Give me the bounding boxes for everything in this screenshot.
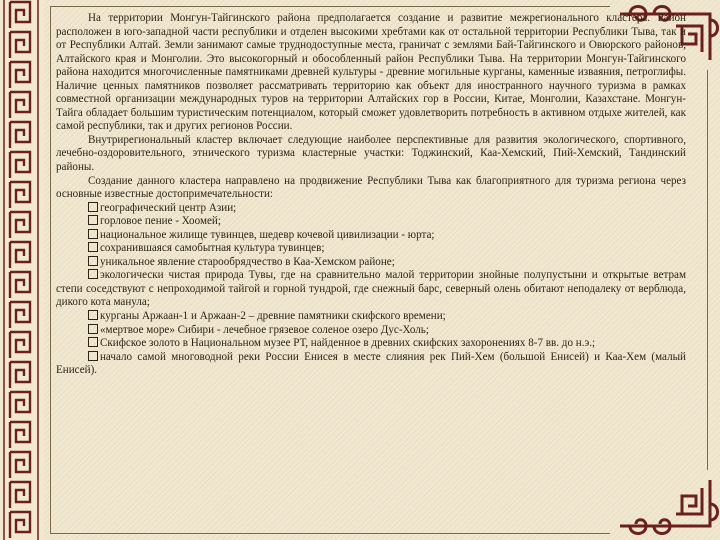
square-bullet-icon: [88, 351, 98, 361]
frame-line-top: [50, 6, 610, 7]
list-item: сохранившаяся самобытная культура тувинцев;: [56, 242, 686, 256]
square-bullet-icon: [88, 337, 98, 347]
list-item: национальное жилище тувинцев, шедевр кочевой цивилизации - юрта;: [56, 229, 686, 243]
list-item: уникальное явление старообрядчество в Каа-Хемском районе;: [56, 256, 686, 270]
square-bullet-icon: [88, 215, 98, 225]
list-item: Скифское золото в Национальном музее РТ, найденное в древних скифских захоронениях 8-7 вв. до н.э.;: [56, 337, 686, 351]
frame-line-right: [707, 70, 708, 470]
square-bullet-icon: [88, 310, 98, 320]
list-item: «мертвое море» Сибири - лечебное грязевое соленое озеро Дус-Холь;: [56, 324, 686, 338]
left-ornament-border: [0, 0, 44, 540]
list-item: горловое пение - Хоомей;: [56, 215, 686, 229]
square-bullet-icon: [88, 256, 98, 266]
square-bullet-icon: [88, 229, 98, 239]
square-bullet-icon: [88, 269, 98, 279]
paragraph-goal: Создание данного кластера направлено на продвижение Республики Тыва как благоприятного для туризма региона через основные известные достопримечательности:: [56, 174, 686, 201]
frame-line-left: [50, 6, 51, 534]
square-bullet-icon: [88, 242, 98, 252]
list-item: курганы Аржаан-1 и Аржаан-2 – древние памятники скифского времени;: [56, 310, 686, 324]
list-item: географический центр Азии;: [56, 202, 686, 216]
list-item: экологически чистая природа Тувы, где на сравнительно малой территории знойные полупустыни и открытые ветрам степи соседствуют с непроходимой тайгой и горной тундрой, где снежный барс, северный олень обитают неподалеку от верблюда, дикого кота манула;: [56, 269, 686, 309]
document-body: [56, 12, 686, 378]
paragraph-cluster: Внутрирегиональный кластер включает следующие наиболее перспективные для развития экологического, спортивного, лечебно-оздоровительного, этнического туризма кластерные участки: Тоджинский, Каа-Хемский, Пий-Хемский, Тандинский районы.: [56, 133, 686, 174]
frame-line-bottom: [50, 533, 610, 534]
list-item: начало самой многоводной реки России Енисея в месте слияния рек Пий-Хем (большой Енисей) и Каа-Хем (малый Енисей).: [56, 350, 686, 377]
square-bullet-icon: [88, 202, 98, 212]
corner-ornament-bottom-right-icon: [610, 470, 720, 540]
square-bullet-icon: [88, 324, 98, 334]
paragraph-intro: На территории Монгун-Тайгинского района предполагается создание и развитие межрегионального кластера. Район расположен в юго-западной части республики и отделен высокими хребтами как от остальной территории Республики Тыва, так и от Республики Алтай. Земли занимают самые труднодоступные места, граничат с землями Бай-Тайгинского и Овюрского районов, Алтайского края и Монголии. Это высокогорный и обособленный район Республики Тыва. На территории Монгун-Тайгинского района находится многочисленные памятниками древней культуры - древние могильные курганы, каменные изваяния, петроглифы. Наличие ценных памятников позволяет рассматривать территорию как объект для иностранного научного туризма в рамках совместной организации международных туров на территории Алтайских гор в России, Китае, Монголии, Казахстане. Монгун-Тайга обладает большим туристическим потенциалом, который сможет удовлетворить потребность в активном отдыхе жителей, как самой республики, так и других регионов России.: [56, 12, 686, 133]
